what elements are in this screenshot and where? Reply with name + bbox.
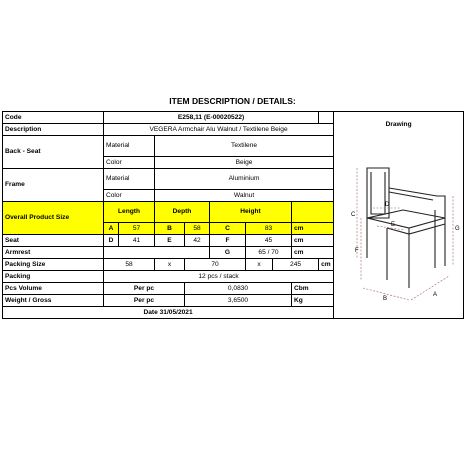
frame-color-value: Walnut [155, 190, 334, 202]
seat-d-letter: D [104, 235, 119, 247]
armrest-unit: cm [292, 247, 334, 259]
length-letter: A [104, 223, 119, 235]
chair-back [367, 168, 389, 218]
date-text: Date 31/05/2021 [3, 307, 334, 319]
length-value: 57 [119, 223, 155, 235]
dim-e-letter: E [390, 222, 395, 228]
back-seat-material-key: Material [104, 136, 155, 157]
drawing-label: Drawing [385, 121, 412, 128]
dim-g-letter: G [454, 226, 460, 232]
chair-armrest [389, 188, 445, 218]
packing-size-v1: 58 [104, 259, 155, 271]
height-letter: C [210, 223, 246, 235]
armrest-g-letter: G [210, 247, 246, 259]
seat-unit: cm [292, 235, 334, 247]
seat-label: Seat [3, 235, 104, 247]
depth-letter: B [155, 223, 185, 235]
weight-value: 3,6500 [185, 295, 292, 307]
code-value: E258,11 (E-00020522) [104, 112, 319, 124]
code-label: Code [3, 112, 104, 124]
packing-size-label: Packing Size [3, 259, 104, 271]
dim-f-letter: F [354, 248, 359, 254]
seat-f-value: 45 [246, 235, 292, 247]
packing-value: 12 pcs / stack [104, 271, 334, 283]
weight-per: Per pc [104, 295, 185, 307]
packing-size-x1: x [155, 259, 185, 271]
height-header: Height [210, 202, 292, 223]
description-label: Description [3, 124, 104, 136]
volume-per: Per pc [104, 283, 185, 295]
packing-size-v3: 245 [273, 259, 319, 271]
row-code [3, 112, 464, 124]
dim-a-letter: A [432, 292, 437, 298]
frame-material-key: Material [104, 169, 155, 190]
overall-size-label: Overall Product Size [3, 202, 104, 235]
overall-unit: cm [292, 223, 334, 235]
packing-size-unit: cm [319, 259, 334, 271]
seat-d-value: 41 [119, 235, 155, 247]
packing-size-x2: x [246, 259, 273, 271]
page-title: ITEM DESCRIPTION / DETAILS: [169, 96, 296, 106]
seat-f-letter: F [210, 235, 246, 247]
chair-seat [367, 210, 445, 228]
height-value: 83 [246, 223, 292, 235]
dim-b-letter: B [382, 296, 387, 302]
back-seat-color-key: Color [104, 157, 155, 169]
seat-e-value: 42 [185, 235, 210, 247]
volume-unit: Cbm [292, 283, 334, 295]
length-header: Length [104, 202, 155, 223]
frame-label: Frame [3, 169, 104, 202]
dim-a-line [411, 276, 449, 300]
chair-armrest-2 [389, 192, 433, 200]
weight-unit: Kg [292, 295, 334, 307]
armrest-label: Armrest [3, 247, 104, 259]
depth-value: 58 [185, 223, 210, 235]
back-seat-label: Back - Seat [3, 136, 104, 169]
armrest-g-value: 65 / 70 [246, 247, 292, 259]
chair-back-inner [371, 172, 385, 214]
seat-e-letter: E [155, 235, 185, 247]
weight-label: Weight / Gross [3, 295, 104, 307]
description-value: VEGERA Armchair Alu Walnut / Textilene Beige [104, 124, 334, 136]
drawing-cell [334, 112, 464, 319]
dim-c-letter: C [350, 212, 355, 218]
chair-drawing [337, 148, 461, 318]
volume-value: 0,0830 [185, 283, 292, 295]
back-seat-material-value: Textilene [155, 136, 334, 157]
volume-label: Pcs Volume [3, 283, 104, 295]
frame-color-key: Color [104, 190, 155, 202]
depth-header: Depth [155, 202, 210, 223]
frame-material-value: Aluminium [155, 169, 334, 190]
back-seat-color-value: Beige [155, 157, 334, 169]
dim-d-letter: D [384, 202, 389, 208]
item-details-table [2, 111, 464, 319]
packing-size-v2: 70 [185, 259, 246, 271]
packing-label: Packing [3, 271, 104, 283]
